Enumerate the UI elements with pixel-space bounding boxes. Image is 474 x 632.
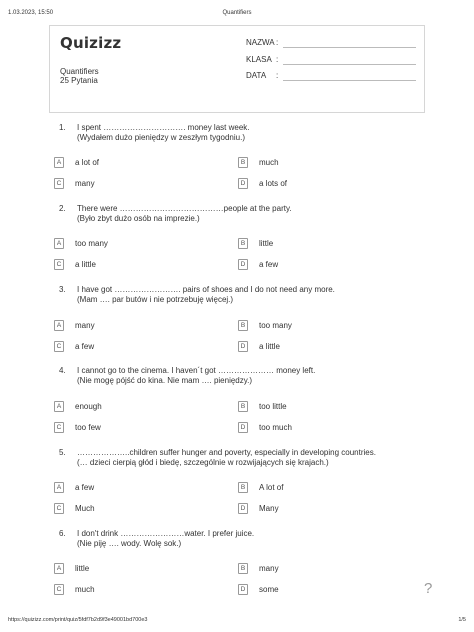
option-text: too little — [259, 402, 287, 411]
option-text: Many — [259, 504, 279, 513]
option-text: a few — [75, 483, 95, 492]
option-text: little — [259, 239, 274, 248]
option-text: a little — [259, 342, 280, 351]
option-text: much — [75, 585, 95, 594]
option-letter: A — [54, 482, 64, 493]
option-text: a lot of — [75, 158, 100, 167]
question-text: I spent …………………………. money last week. (Wydałem dużo pieniędzy w zeszłym tygodniu.) — [77, 123, 250, 142]
option-letter: B — [238, 238, 248, 249]
option-letter: D — [238, 422, 248, 433]
question-text: I don't drink ……………………water. I prefer juice. (Nie piję …. wody. Wolę sok.) — [77, 529, 255, 548]
field-label: NAZWA — [246, 38, 275, 47]
option-letter: C — [54, 259, 64, 270]
option-letter: D — [238, 341, 248, 352]
option-text: too few — [75, 423, 101, 432]
option-text: A lot of — [259, 483, 284, 492]
name-field: NAZWA : — [246, 38, 416, 48]
option-letter: D — [238, 178, 248, 189]
option-letter: D — [238, 503, 248, 514]
option-letter: D — [238, 259, 248, 270]
question-number: 6. — [59, 529, 66, 538]
option-letter: B — [238, 563, 248, 574]
option-text: too many — [259, 321, 292, 330]
question-text: ………………..children suffer hunger and poverty, especially in developing countries. (… dzieci cierpią głód i biedę, szczególnie w rozwijających się krajach.) — [77, 448, 376, 467]
option-text: too many — [75, 239, 108, 248]
question-text: I cannot go to the cinema. I haven´t got ………………… money left. (Nie mogę pójść do kina. Nie mam …. pieniędzy.) — [77, 366, 316, 385]
option-text: many — [75, 321, 95, 330]
question-number: 2. — [59, 204, 66, 213]
option-letter: C — [54, 422, 64, 433]
option-text: too much — [259, 423, 292, 432]
option-letter: B — [238, 482, 248, 493]
option-letter: A — [54, 238, 64, 249]
option-letter: B — [238, 157, 248, 168]
option-text: many — [259, 564, 279, 573]
print-date: 1.03.2023, 15:50 — [8, 10, 54, 16]
question-text: I have got ……………………. pairs of shoes and I do not need any more. (Mam …. par butów i nie potrzebuję więcej.) — [77, 285, 335, 304]
option-text: enough — [75, 402, 102, 411]
footer-url: https://quizizz.com/print/quiz/5fdf7b2d9f3e49001bd700e3 — [8, 617, 148, 623]
print-header — [0, 0, 474, 18]
class-line — [283, 64, 416, 65]
option-text: some — [259, 585, 279, 594]
question-number: 4. — [59, 366, 66, 375]
question-number: 3. — [59, 285, 66, 294]
quiz-name: Quantifiers — [60, 67, 99, 76]
option-letter: C — [54, 584, 64, 595]
field-label: KLASA — [246, 55, 272, 64]
field-label: DATA — [246, 71, 267, 80]
question-text: There were …………………………………people at the party. (Było zbyt dużo osób na imprezie.) — [77, 204, 292, 223]
date-field: DATA : — [246, 71, 416, 81]
name-line — [283, 47, 416, 48]
option-text: a lots of — [259, 179, 288, 188]
option-text: little — [75, 564, 90, 573]
option-text: a few — [259, 260, 279, 269]
option-text: many — [75, 179, 95, 188]
option-letter: A — [54, 401, 64, 412]
option-text: much — [259, 158, 279, 167]
option-text: a little — [75, 260, 96, 269]
class-field: KLASA : — [246, 55, 416, 65]
quizizz-logo: Quizizz — [60, 34, 122, 52]
date-line — [283, 80, 416, 81]
question-number: 1. — [59, 123, 66, 132]
option-letter: D — [238, 584, 248, 595]
option-letter: B — [238, 320, 248, 331]
option-letter: A — [54, 157, 64, 168]
option-letter: C — [54, 503, 64, 514]
question-count: 25 Pytania — [60, 76, 98, 85]
option-text: Much — [75, 504, 95, 513]
option-letter: C — [54, 178, 64, 189]
question-mark-icon[interactable]: ? — [424, 580, 433, 597]
quiz-header — [49, 25, 425, 113]
option-text: a few — [75, 342, 95, 351]
option-letter: C — [54, 341, 64, 352]
option-letter: B — [238, 401, 248, 412]
question-number: 5. — [59, 448, 66, 457]
print-title: Quantifiers — [222, 10, 252, 16]
page-number: 1/5 — [458, 617, 466, 623]
option-letter: A — [54, 563, 64, 574]
option-letter: A — [54, 320, 64, 331]
